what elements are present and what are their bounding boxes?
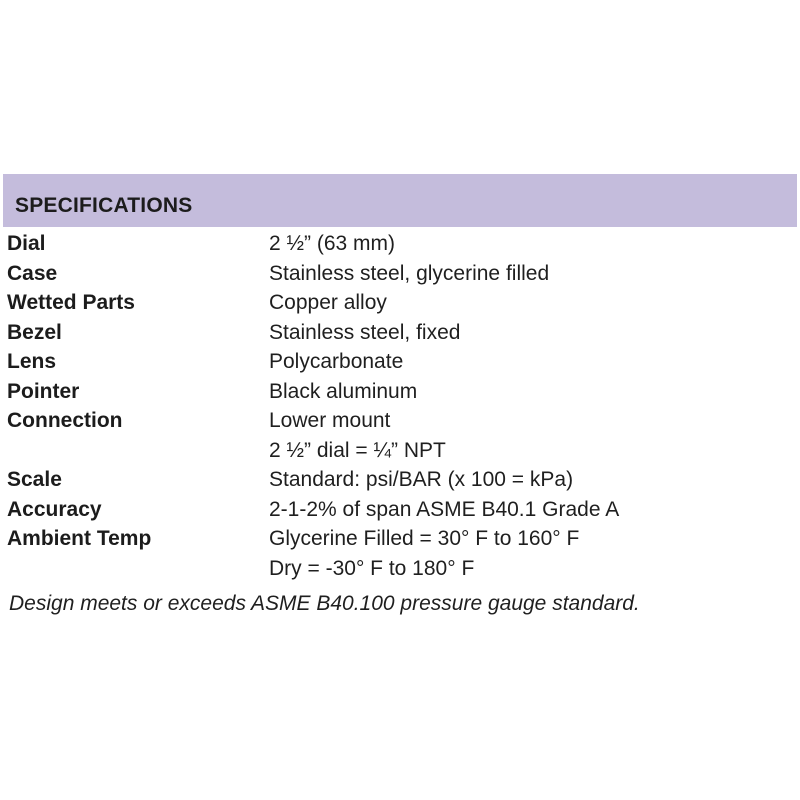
standards-footnote: Design meets or exceeds ASME B40.100 pressure gauge standard.: [9, 592, 640, 615]
spec-value: Copper alloy: [269, 291, 387, 314]
spec-label: Dial: [7, 232, 46, 255]
specifications-header: [3, 174, 797, 227]
spec-label: Case: [7, 262, 58, 285]
spec-label: Connection: [7, 409, 123, 432]
spec-value: Stainless steel, fixed: [269, 321, 461, 344]
spec-value: Standard: psi/BAR (x 100 = kPa): [269, 468, 574, 491]
spec-value: 2-1-2% of span ASME B40.1 Grade A: [269, 498, 620, 521]
spec-row-ambient-temp: [0, 524, 800, 554]
spec-row-ambient-temp-dry: [0, 554, 800, 584]
spec-row-bezel: [0, 318, 800, 348]
spec-label: Lens: [7, 350, 57, 373]
spec-value: Dry = -30° F to 180° F: [269, 557, 475, 580]
spec-value: 2 ½” (63 mm): [269, 232, 396, 255]
spec-row-scale: [0, 465, 800, 495]
spec-label: Wetted Parts: [7, 291, 135, 314]
spec-value: Lower mount: [269, 409, 391, 432]
spec-value: Black aluminum: [269, 380, 418, 403]
spec-row-connection: [0, 406, 800, 436]
spec-label: Accuracy: [7, 498, 102, 521]
spec-row-lens: [0, 347, 800, 377]
spec-value: 2 ½” dial = ¼” NPT: [269, 439, 446, 462]
spec-row-case: [0, 259, 800, 289]
spec-value: Glycerine Filled = 30° F to 160° F: [269, 527, 580, 550]
spec-label: Ambient Temp: [7, 527, 152, 550]
spec-row-pointer: [0, 377, 800, 407]
spec-row-accuracy: [0, 495, 800, 525]
spec-label: Pointer: [7, 380, 80, 403]
specifications-title: SPECIFICATIONS: [15, 194, 193, 217]
spec-row-wetted-parts: [0, 288, 800, 318]
spec-value: Stainless steel, glycerine filled: [269, 262, 550, 285]
spec-row-connection-detail: [0, 436, 800, 466]
spec-row-dial: [0, 229, 800, 259]
spec-label: Scale: [7, 468, 62, 491]
spec-label: Bezel: [7, 321, 62, 344]
spec-value: Polycarbonate: [269, 350, 404, 373]
